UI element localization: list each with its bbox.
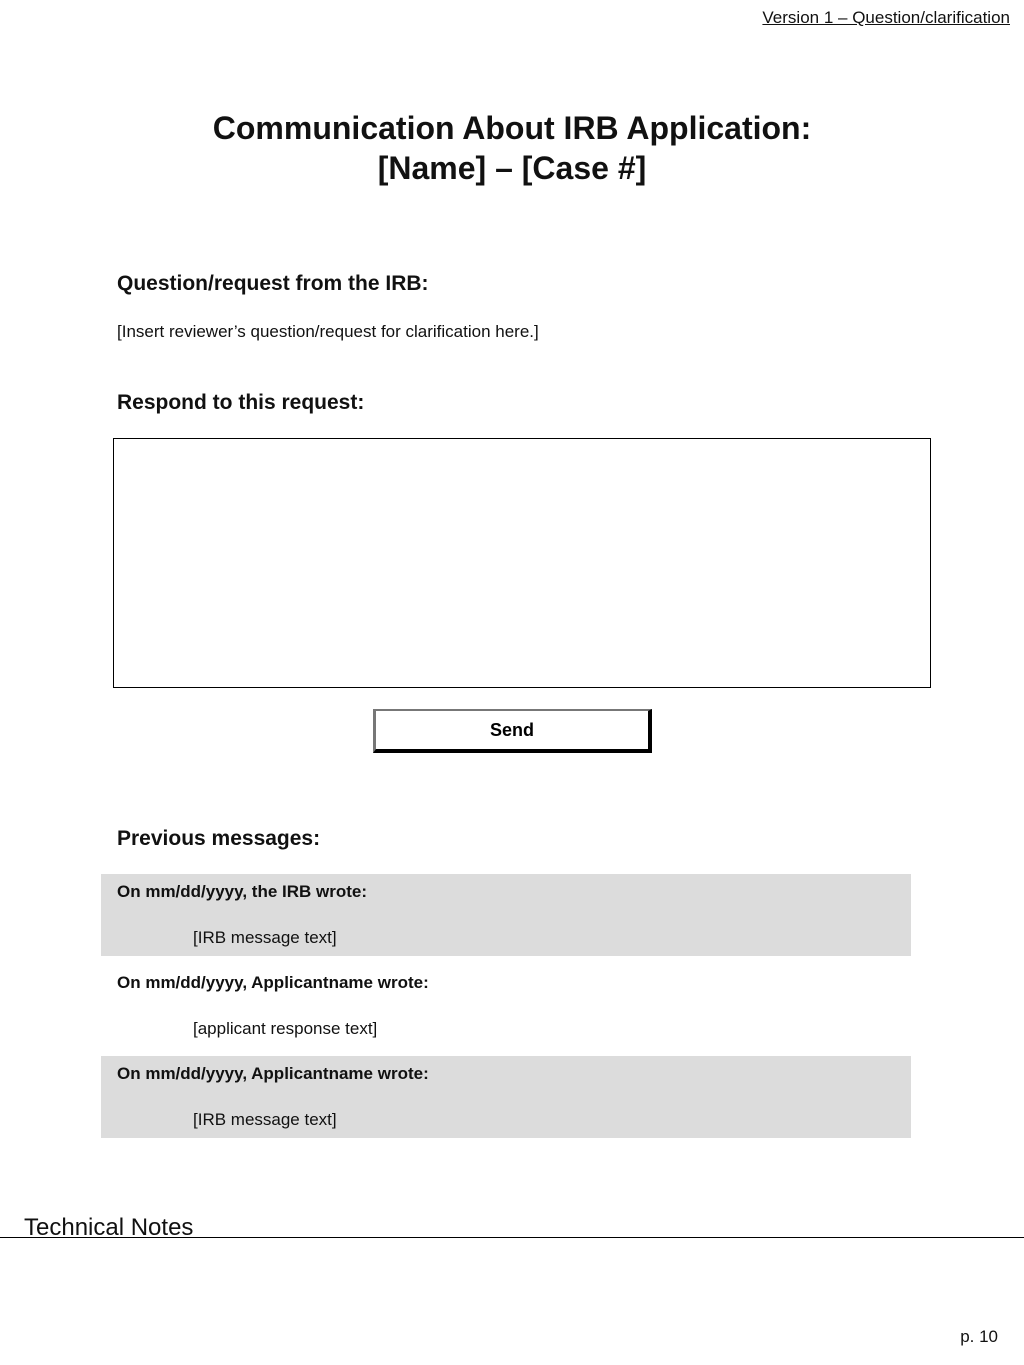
message-item xyxy=(101,965,911,1047)
previous-messages-list xyxy=(101,874,911,1147)
message-item xyxy=(101,1056,911,1138)
message-body: [IRB message text] xyxy=(193,928,337,947)
version-label: Version 1 – Question/clarification xyxy=(762,8,1010,27)
page-title xyxy=(0,108,1024,188)
message-header: On mm/dd/yyyy, Applicantname wrote: xyxy=(117,973,429,992)
message-body: [applicant response text] xyxy=(193,1019,378,1038)
message-item xyxy=(101,874,911,956)
message-body: [IRB message text] xyxy=(193,1110,337,1129)
response-textarea[interactable] xyxy=(113,438,931,688)
message-header: On mm/dd/yyyy, the IRB wrote: xyxy=(117,882,368,901)
irb-question-text: [Insert reviewer’s question/request for clarification here.] xyxy=(117,322,539,341)
question-heading: Question/request from the IRB: xyxy=(117,272,429,295)
send-button[interactable]: Send xyxy=(373,709,652,753)
technical-notes-label: Technical Notes xyxy=(24,1214,194,1241)
page-title-line1: Communication About IRB Application: xyxy=(212,110,812,146)
page-title-line2: [Name] – [Case #] xyxy=(377,150,647,186)
message-header: On mm/dd/yyyy, Applicantname wrote: xyxy=(117,1064,429,1083)
previous-messages-heading: Previous messages: xyxy=(117,827,321,850)
footer-divider xyxy=(0,1237,1024,1238)
response-heading: Respond to this request: xyxy=(117,391,365,414)
page-number: p. 10 xyxy=(960,1327,998,1346)
